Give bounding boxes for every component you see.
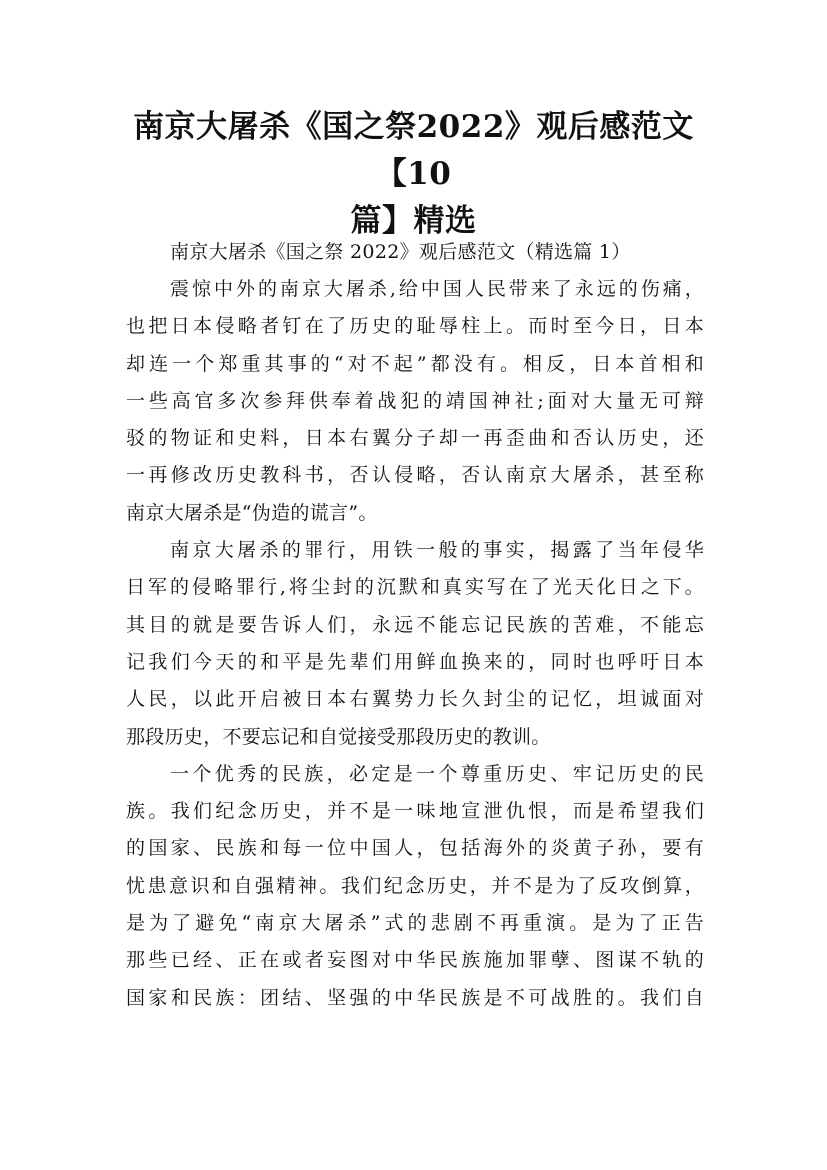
text-line: 那些已经、正在或者妄图对中华民族施加罪孽、图谋不轨的 [126,949,704,972]
text-line: 一些高官多次参拜供奉着战犯的靖国神社;面对大量无可辩 [126,389,704,412]
text-line: 人民，以此开启被日本右翼势力长久封尘的记忆，坦诚面对 [126,688,704,711]
text-line: 的国家、民族和每一位中国人，包括海外的炎黄子孙，要有 [126,837,704,860]
text-line: 是为了避免“南京大屠杀”式的悲剧不再重演。是为了正告 [126,912,704,935]
title-line-1: 南京大屠杀《国之祭2022》观后感范文【10 [133,109,694,192]
text-line: 其目的就是要告诉人们，永远不能忘记民族的苦难，不能忘 [126,613,704,636]
section-heading: 南京大屠杀《国之祭 2022》观后感范文（精选篇 1） [170,241,631,263]
text-line: 也把日本侵略者钉在了历史的耻辱柱上。而时至今日，日本 [126,315,704,338]
text-line: 记我们今天的和平是先辈们用鲜血换来的，同时也呼吁日本 [126,650,704,673]
paragraph-3 [126,756,704,1017]
text-line: 南京大屠杀是“伪造的谎言”。 [126,501,378,524]
text-line: 震惊中外的南京大屠杀,给中国人民带来了永远的伤痛， [170,278,704,300]
text-line: 驳的物证和史料，日本右翼分子却一再歪曲和否认历史，还 [126,427,704,450]
paragraph-2 [126,532,704,756]
text-line: 南京大屠杀的罪行，用铁一般的事实，揭露了当年侵华 [170,539,704,562]
text-line: 却连一个郑重其事的“对不起”都没有。相反，日本首相和 [126,352,704,375]
document-title [110,104,717,245]
text-line: 国家和民族：团结、坚强的中华民族是不可战胜的。我们自 [126,986,704,1009]
text-line: 族。我们纪念历史，并不是一味地宣泄仇恨，而是希望我们 [126,800,704,823]
text-line: 日军的侵略罪行,将尘封的沉默和真实写在了光天化日之下。 [126,576,704,599]
text-line: 一再修改历史教科书，否认侵略，否认南京大屠杀，甚至称 [126,464,704,487]
document-body [126,234,704,1017]
text-line: 一个优秀的民族，必定是一个尊重历史、牢记历史的民 [170,762,704,785]
text-line: 那段历史，不要忘记和自觉接受那段历史的教训。 [126,725,551,748]
title-line-2: 篇】精选 [350,203,477,239]
paragraph-1 [126,271,704,532]
text-line: 忧患意识和自强精神。我们纪念历史，并不是为了反攻倒算， [126,874,704,897]
